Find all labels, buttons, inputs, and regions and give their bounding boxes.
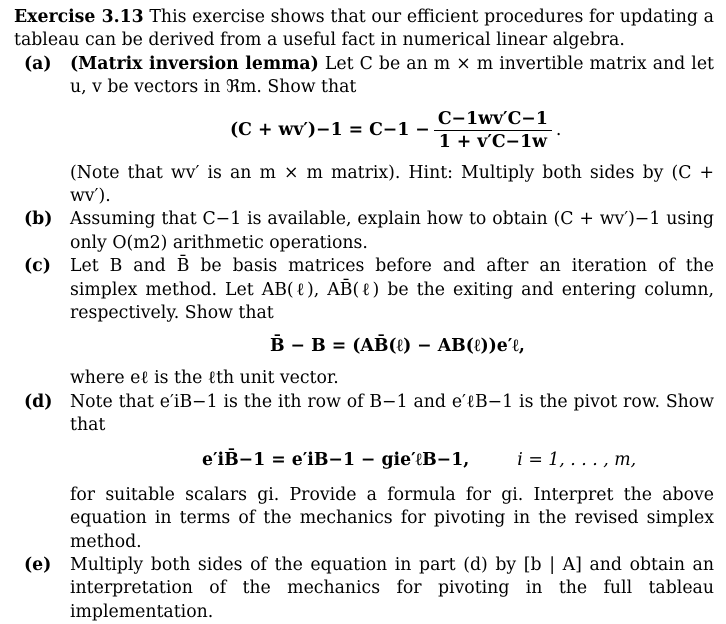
- exercise-intro: [14, 6, 714, 53]
- part-c-text: Let B and B̄ be basis matrices before and after an iteration of the simplex method. Let AB(ℓ), AB̄(ℓ) be the exiting and entering column, respectively. Show that: [70, 256, 714, 324]
- part-a-eq-lhs: (C + wv′)−1 = C−1 −: [230, 119, 430, 140]
- exercise-parts: [14, 53, 714, 624]
- part-a-text: Let C be an m × m invertible matrix and let u, v be vectors in ℜm. Show that: [70, 53, 714, 98]
- part-a-eq-numerator: C−1wv′C−1: [434, 109, 552, 131]
- part-d-label: (d): [24, 391, 53, 412]
- part-a: [14, 53, 714, 209]
- part-a-eq-end: .: [555, 119, 562, 140]
- part-d-eq-range: i = 1, . . . , m,: [517, 449, 637, 470]
- part-a-label: (a): [24, 53, 52, 74]
- part-c-eq: B̄ − B = (AB̄(ℓ) − AB(ℓ))e′ℓ,: [270, 335, 525, 356]
- part-a-heading: (Matrix inversion lemma): [70, 53, 319, 74]
- part-a-equation: [70, 100, 714, 162]
- part-a-eq-fraction: [434, 109, 552, 152]
- part-d-equation: [70, 438, 714, 484]
- part-d-eq: e′iB̄−1 = e′iB−1 − gie′ℓB−1,: [202, 449, 470, 470]
- part-b-label: (b): [24, 209, 53, 230]
- part-a-note: (Note that wv′ is an m × m matrix). Hint: Multiply both sides by (C + wv′).: [70, 162, 714, 207]
- part-e: [14, 554, 714, 624]
- exercise-intro-text: This exercise shows that our efficient procedures for updating a tableau can be derived from a useful fact in numerical linear algebra.: [14, 7, 714, 51]
- part-e-label: (e): [24, 554, 52, 575]
- part-a-eq-denominator: 1 + v′C−1w: [438, 132, 548, 153]
- part-c-equation: [70, 325, 714, 367]
- part-e-text: Multiply both sides of the equation in part (d) by [b | A] and obtain an interpretation of the mechanics for pivoting in the full tableau implementation.: [70, 554, 714, 622]
- part-b: [14, 208, 714, 255]
- part-c-after: where eℓ is the ℓth unit vector.: [70, 368, 339, 389]
- part-b-text: Assuming that C−1 is available, explain how to obtain (C + wv′)−1 using only O(m2) arithmetic operations.: [70, 209, 714, 253]
- part-d-text: Note that e′iB−1 is the ith row of B−1 and e′ℓB−1 is the pivot row. Show that: [70, 391, 714, 436]
- part-d: [14, 391, 714, 554]
- exercise-title: Exercise 3.13: [14, 7, 144, 27]
- part-c-label: (c): [24, 256, 51, 277]
- part-d-after: for suitable scalars gi. Provide a formula for gi. Interpret the above equation in terms of the mechanics for pivoting in the revised simplex method.: [70, 484, 714, 552]
- part-c: [14, 255, 714, 391]
